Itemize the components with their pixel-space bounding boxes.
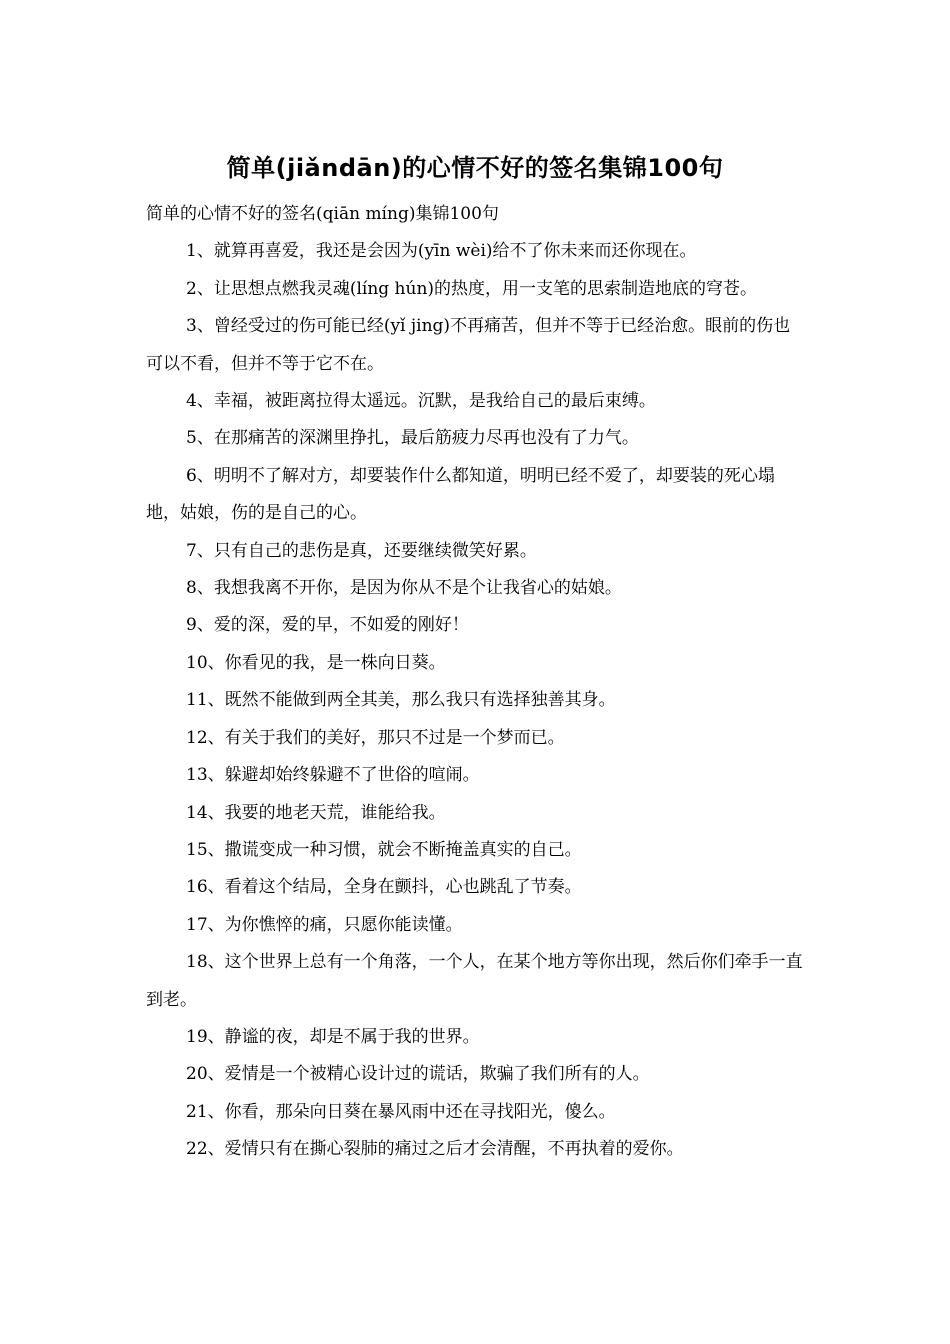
list-item: 5、在那痛苦的深渊里挣扎，最后筋疲力尽再也没有了力气。 (186, 428, 639, 449)
list-item: 20、爱情是一个被精心设计过的谎话，欺骗了我们所有的人。 (186, 1064, 650, 1085)
document-title: 简单(jiǎndān)的心情不好的签名集锦100句 (226, 154, 724, 182)
list-item: 9、爱的深，爱的早，不如爱的刚好！ (186, 615, 469, 636)
list-item: 13、躲避却始终躲避不了世俗的喧闹。 (186, 765, 480, 786)
document-subtitle: 简单的心情不好的签名(qiān míng)集锦100句 (146, 204, 499, 224)
list-item: 18、这个世界上总有一个角落，一个人，在某个地方等你出现，然后你们牵手一直到老。 (146, 952, 803, 1010)
list-item: 7、只有自己的悲伤是真，还要继续微笑好累。 (186, 540, 537, 561)
list-item: 14、我要的地老天荒，谁能给我。 (186, 802, 446, 823)
list-item: 3、曾经受过的伤可能已经(yǐ jing)不再痛苦，但并不等于已经治愈。眼前的伤也可以不看，但并不等于它不在。 (146, 316, 791, 374)
list-item: 19、静谧的夜，却是不属于我的世界。 (186, 1026, 480, 1047)
list-item: 11、既然不能做到两全其美，那么我只有选择独善其身。 (186, 690, 616, 711)
list-item: 8、我想我离不开你，是因为你从不是个让我省心的姑娘。 (186, 578, 622, 599)
document-body (146, 196, 806, 1169)
list-item: 17、为你憔悴的痛，只愿你能读懂。 (186, 914, 463, 935)
list-item: 10、你看见的我，是一株向日葵。 (186, 652, 446, 673)
list-item: 12、有关于我们的美好，那只不过是一个梦而已。 (186, 727, 565, 748)
list-item: 2、让思想点燃我灵魂(líng hún)的热度，用一支笔的思索制造地底的穹苍。 (186, 278, 758, 299)
list-item: 1、就算再喜爱，我还是会因为(yīn wèi)给不了你未来而还你现在。 (186, 241, 697, 262)
list-item: 21、你看，那朵向日葵在暴风雨中还在寻找阳光，傻么。 (186, 1101, 616, 1122)
list-item: 15、撒谎变成一种习惯，就会不断掩盖真实的自己。 (186, 839, 582, 860)
list-item: 4、幸福，被距离拉得太遥远。沉默，是我给自己的最后束缚。 (186, 391, 656, 412)
list-item: 6、明明不了解对方，却要装作什么都知道，明明已经不爱了，却要装的死心塌地，姑娘，伤的是自己的心。 (146, 465, 775, 524)
list-item: 16、看着这个结局，全身在颤抖，心也跳乱了节奏。 (186, 877, 582, 898)
list-item: 22、爱情只有在撕心裂肺的痛过之后才会清醒，不再执着的爱你。 (186, 1139, 684, 1160)
